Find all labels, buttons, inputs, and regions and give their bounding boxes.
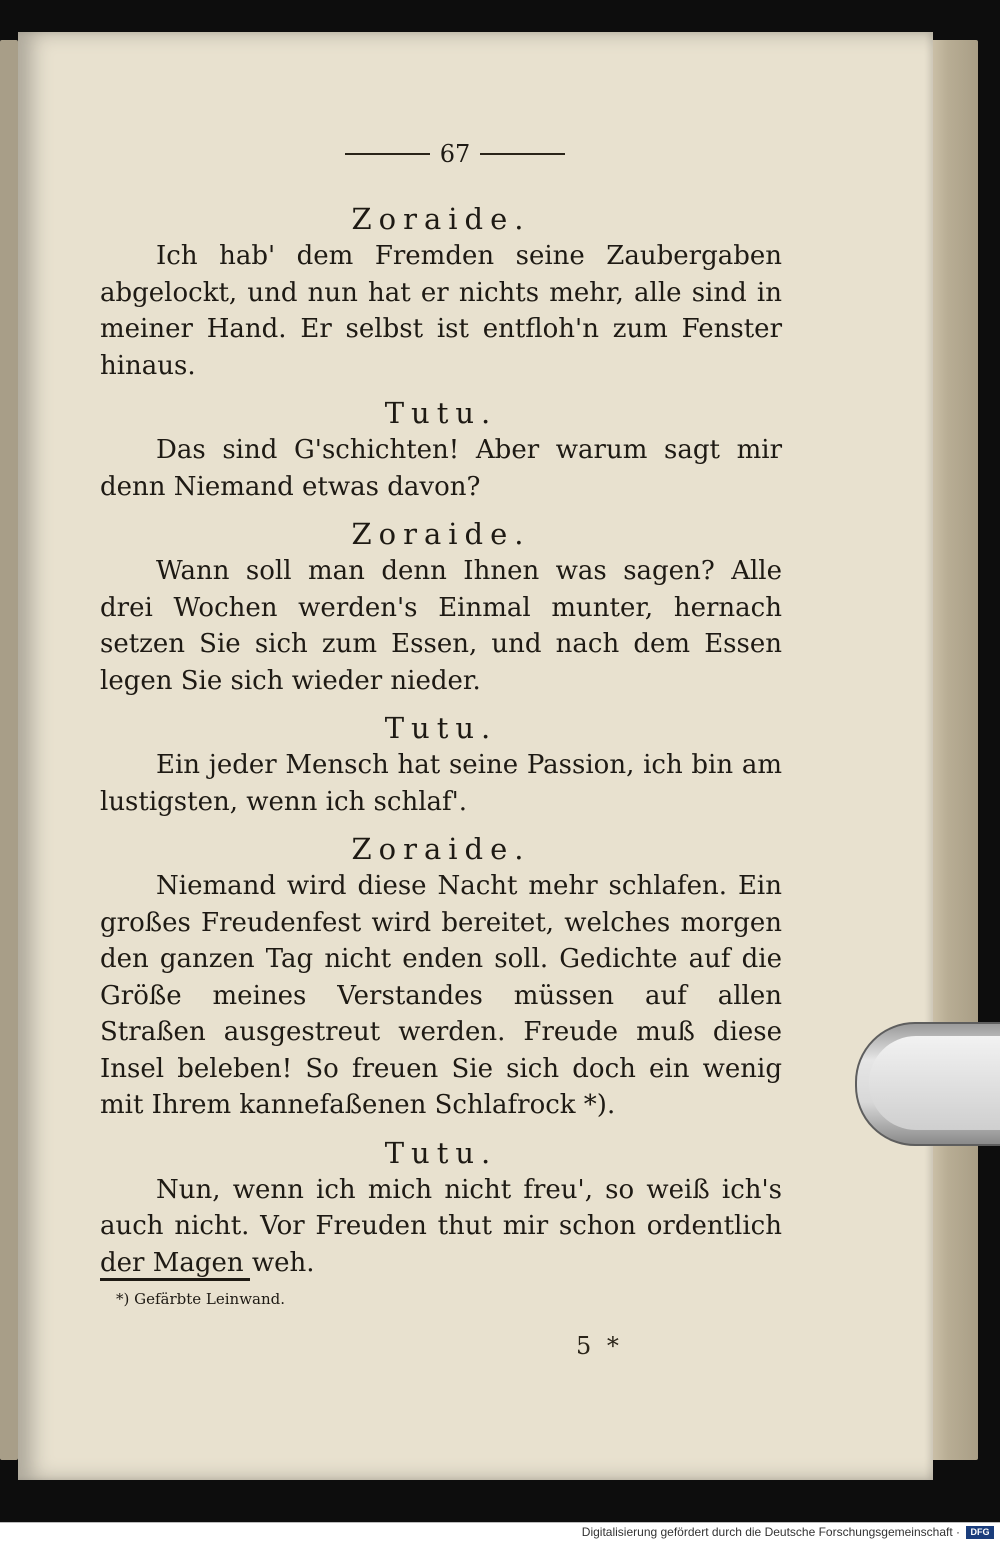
speech-paragraph: Das sind G'schichten! Aber warum sagt mir denn Niemand etwas davon?: [100, 435, 782, 502]
dialogue-body: [100, 200, 782, 1281]
speaker-name: Tutu.: [384, 396, 498, 430]
speaker-name: Zoraide.: [351, 832, 531, 866]
speaker-name: Tutu.: [384, 711, 498, 745]
footer-bar: [0, 1522, 1000, 1543]
page-clip: [855, 1022, 1000, 1146]
footer-credit: Digitalisierung gefördert durch die Deutsche Forschungsgemeinschaft ·: [581, 1525, 960, 1539]
speaker-name: Zoraide.: [351, 517, 531, 551]
speech-paragraph: Nun, wenn ich mich nicht freu', so weiß ich's auch nicht. Vor Freuden thut mir schon ordentlich der Magen weh.: [100, 1174, 782, 1278]
left-page-edge: [0, 40, 18, 1460]
right-page-stack: [928, 40, 978, 1460]
signature-mark: 5 *: [576, 1332, 623, 1360]
speech-paragraph: Wann soll man denn Ihnen was sagen? Alle drei Wochen werden's Einmal munter, hernach setzen Sie sich zum Essen, und nach dem Essen legen Sie sich wieder nieder.: [100, 556, 782, 696]
header-rule-right: [480, 153, 565, 155]
speech-paragraph: Niemand wird diese Nacht mehr schlafen. Ein großes Freudenfest wird bereitet, welches morgen den ganzen Tag nicht enden soll. Gedichte auf die Größe meines Verstandes müssen auf allen Straßen ausgestreut werden. Freude muß diese Insel beleben! So freuen Sie sich doch ein wenig mit Ihrem kannefaßenen Schlafrock *).: [100, 871, 782, 1120]
speaker-name: Tutu.: [384, 1135, 498, 1170]
speech-paragraph: Ich hab' dem Fremden seine Zaubergaben abgelockt, und nun hat er nichts mehr, alle sind in meiner Hand. Er selbst ist entfloh'n zum Fenster hinaus.: [100, 241, 782, 381]
footnote: *) Gefärbte Leinwand.: [116, 1290, 286, 1308]
page-header: [345, 140, 565, 168]
footnote-rule: [100, 1278, 250, 1281]
dfg-logo-icon: DFG: [966, 1526, 994, 1539]
page-number: 67: [439, 140, 471, 168]
speaker-name: Zoraide.: [351, 202, 531, 236]
clip-highlight: [869, 1036, 1000, 1130]
speech-paragraph: Ein jeder Mensch hat seine Passion, ich bin am lustigsten, wenn ich schlaf'.: [100, 750, 782, 817]
header-rule-left: [345, 153, 430, 155]
